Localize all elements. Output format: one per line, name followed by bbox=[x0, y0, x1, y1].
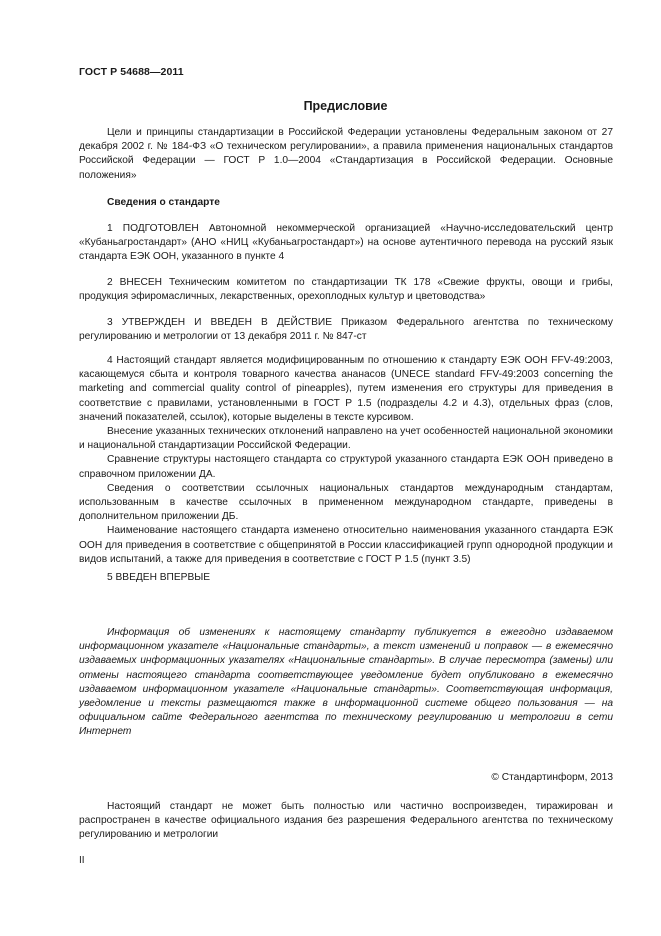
reproduction-section bbox=[79, 800, 613, 843]
notice-paragraph: Информация об изменениях к настоящему стандарту публикуется в ежегодно издаваемом информационном указателе «Национальные стандарты», а текст изменений и поправок — в ежемесячно издаваемых информационных указателях «Национальные стандарты». В случае пересмотра (замены) или отмены настоящего стандарта соответствующее уведомление будет опубликовано в ежемесячно издаваемом информационном указателе «Национальные стандарты». Соответствующая информация, уведомление и тексты размещаются также в информационной системе общего пользования — на официальном сайте Федерального агентства по техническому регулированию и метрологии в сети Интернет bbox=[79, 627, 613, 738]
item-1-paragraph: 1 ПОДГОТОВЛЕН Автономной некоммерческой организацией «Научно-исследовательский центр «Кубаньагростандарт» (АНО «НИЦ «Кубаньагростандарт») на основе аутентичного перевода на русский язык стандарта ЕЭК ООН, указанного в пункте 4 bbox=[79, 223, 613, 263]
document-code: ГОСТ Р 54688—2011 bbox=[79, 66, 184, 78]
copyright-line: © Стандартинформ, 2013 bbox=[491, 772, 613, 783]
item-2-paragraph: 2 ВНЕСЕН Техническим комитетом по стандартизации ТК 178 «Свежие фрукты, овощи и грибы, продукция эфиромасличных, лекарственных, орехоплодных культур и цветоводства» bbox=[79, 277, 613, 303]
item-4-paragraph-3: Сравнение структуры настоящего стандарта со структурой указанного стандарта ЕЭК ООН приведено в справочном приложении ДА. bbox=[79, 454, 613, 480]
item-4-section bbox=[79, 354, 613, 567]
item-1-section bbox=[79, 222, 613, 265]
item-5-paragraph: 5 ВВЕДЕН ВПЕРВЫЕ bbox=[107, 572, 211, 583]
page-number: II bbox=[79, 855, 85, 866]
item-4-paragraph-5: Наименование настоящего стандарта изменено относительно наименования указанного стандарта ЕЭК ООН для приведения в соответствие с общепринятой в России классификацией групп однородной продукции и видов испытаний, а также для приведения в соответствие с ГОСТ Р 1.5 (пункт 3.5) bbox=[79, 525, 613, 565]
standard-info-heading: Сведения о стандарте bbox=[107, 197, 220, 208]
item-4-paragraph-1: 4 Настоящий стандарт является модифицированным по отношению к стандарту ЕЭК ООН FFV-49:2003, касающемуся сбыта и контроля товарного качества ананасов (UNECE standard FFV-49:2003 concerning the marketing and commercial quality control of pineapples), путем изменения его структуры для приведения в соответствие с правилами, установленными в ГОСТ Р 1.5 (подразделы 4.2 и 4.3), отдельных фраз (слов, значений показателей, ссылок), которые выделены в тексте курсивом. bbox=[79, 355, 613, 423]
page-title-wrapper bbox=[0, 97, 661, 115]
notice-section bbox=[79, 626, 613, 740]
intro-section bbox=[79, 126, 613, 183]
item-3-paragraph: 3 УТВЕРЖДЕН И ВВЕДЕН В ДЕЙСТВИЕ Приказом Федерального агентства по техническому регулированию и метрологии от 13 декабря 2011 г. № 847-ст bbox=[79, 317, 613, 343]
page-title: Предисловие bbox=[303, 99, 388, 113]
intro-paragraph: Цели и принципы стандартизации в Российской Федерации установлены Федеральным законом от 27 декабря 2002 г. № 184-ФЗ «О техническом регулировании», а правила применения национальных стандартов Российской Федерации — ГОСТ Р 1.0—2004 «Стандартизация в Российской Федерации. Основные положения» bbox=[79, 127, 613, 181]
reproduction-paragraph: Настоящий стандарт не может быть полностью или частично воспроизведен, тиражирован и распространен в качестве официального издания без разрешения Федерального агентства по техническому регулированию и метрологии bbox=[79, 801, 613, 841]
item-3-section bbox=[79, 316, 613, 344]
item-2-section bbox=[79, 276, 613, 304]
item-4-paragraph-2: Внесение указанных технических отклонений направлено на учет особенностей национальной экономики и национальной стандартизации Российской Федерации. bbox=[79, 426, 613, 452]
item-4-paragraph-4: Сведения о соответствии ссылочных национальных стандартов международным стандартам, использованным в качестве ссылочных в примененном международном стандарте, приведены в дополнительном приложении ДБ. bbox=[79, 482, 613, 523]
item-5-section bbox=[79, 571, 613, 585]
